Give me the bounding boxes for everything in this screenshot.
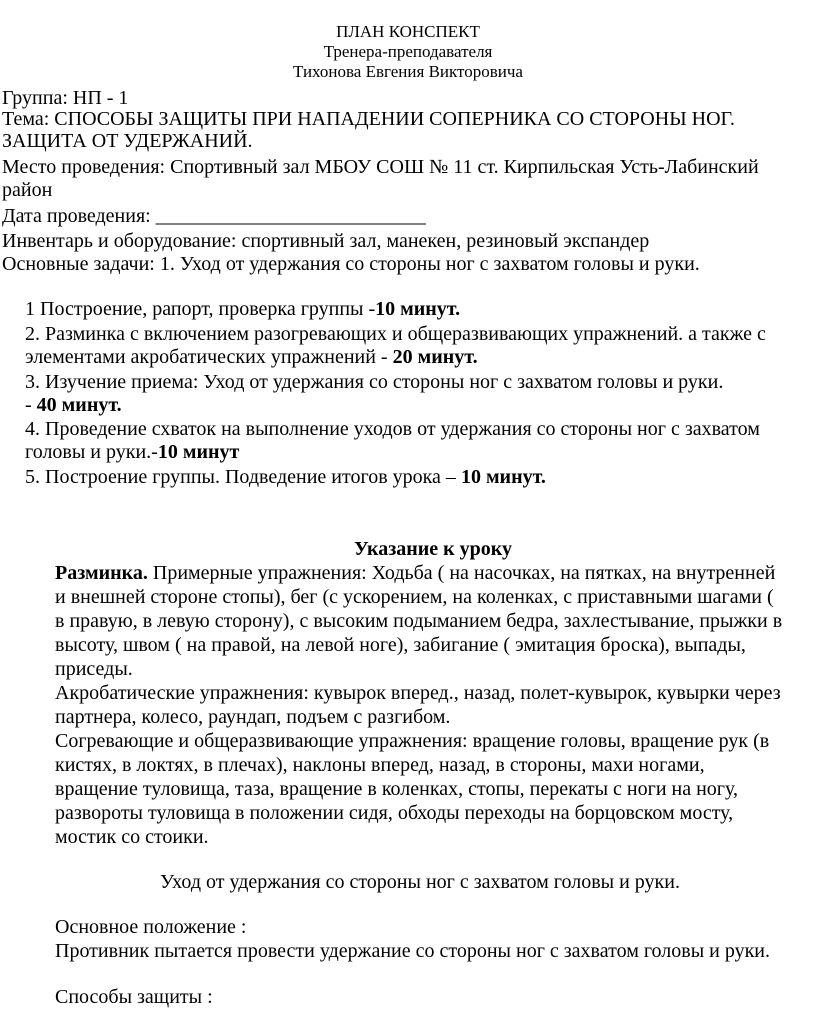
warmup-line-1 (55, 561, 775, 585)
place-line-1: Место проведения: Спортивный зал МБОУ СОШ № 11 ст. Кирпильская Усть-Лабинский (2, 156, 759, 178)
technique-title: Уход от удержания со стороны ног с захватом головы и руки. (160, 871, 680, 893)
doc-title: ПЛАН КОНСПЕКТ (336, 22, 480, 41)
plan-item-1-time: 10 минут. (375, 298, 461, 320)
plan-item-2-time: 20 минут. (392, 346, 478, 368)
warmup-label: Разминка. (55, 562, 148, 584)
general-line-3: вращение туловища, таза, вращение в коленках, стопы, перекаты с ноги на ногу, (55, 778, 739, 800)
tasks-line: Основные задачи: 1. Уход от удержания со стороны ног с захватом головы и руки. (2, 253, 700, 275)
acro-line-2: партнера, колесо, раундап, подъем с разгибом. (55, 706, 451, 728)
general-line-1: Согревающие и общеразвивающие упражнения: вращение головы, вращение рук (в (55, 730, 770, 752)
plan-item-2-text: элементами акробатических упражнений - (25, 346, 393, 368)
warmup-line-5: приседы. (55, 658, 133, 680)
warmup-line-3: в правую, в левую сторону), с высоким подыманием бедра, захлестывание, прыжки в (55, 610, 783, 632)
defense-label: Способы защиты : (55, 986, 213, 1008)
warmup-text-1: Примерные упражнения: Ходьба ( на насочках, на пятках, на внутренней (147, 562, 776, 584)
plan-item-4-time: 10 минут (157, 441, 240, 463)
plan-item-5-text: 5. Построение группы. Подведение итогов урока – (25, 466, 461, 488)
acro-line-1: Акробатические упражнения: кувырок вперед., назад, полет-кувырок, кувырки через (55, 682, 781, 704)
general-line-2: кистях, в локтях, в плечах), наклоны вперед, назад, в стороны, махи ногами, (55, 754, 705, 776)
group-line: Группа: НП - 1 (2, 87, 129, 109)
plan-item-4-line-1: 4. Проведение схваток на выполнение уходов от удержания со стороны ног с захватом (25, 418, 760, 440)
plan-item-1-text: 1 Построение, рапорт, проверка группы - (25, 298, 376, 320)
plan-item-5-time: 10 минут. (460, 466, 546, 488)
theme-line-1: Тема: СПОСОБЫ ЗАЩИТЫ ПРИ НАПАДЕНИИ СОПЕРНИКА СО СТОРОНЫ НОГ. (2, 108, 735, 130)
place-line-2: район (2, 179, 53, 201)
plan-item-2-line-1: 2. Разминка с включением разогревающих и общеразвивающих упражнений. а также с (25, 323, 766, 345)
plan-item-5 (25, 465, 546, 489)
doc-author: Тихонова Евгения Викторовича (293, 62, 523, 81)
position-text: Противник пытается провести удержание со стороны ног с захватом головы и руки. (55, 940, 771, 962)
plan-item-1 (25, 297, 460, 321)
doc-subtitle: Тренера-преподавателя (323, 42, 493, 61)
equipment-line: Инвентарь и оборудование: спортивный зал, манекен, резиновый экспандер (2, 230, 650, 252)
plan-item-3-line-2 (25, 393, 122, 417)
position-label: Основное положение : (55, 916, 247, 938)
warmup-line-2: и внешней стороне стопы), бег (с ускорением, на коленках, с приставными шагами ( (55, 586, 774, 608)
plan-item-4-line-2 (25, 440, 239, 464)
plan-item-4-text: головы и руки.- (25, 441, 158, 463)
instructions-heading: Указание к уроку (353, 538, 513, 560)
warmup-line-4: высоту, швом ( на правой, на левой ноге), забигание ( эмитация броска), выпады, (55, 634, 746, 656)
general-line-4: развороты туловища в положении сидя, обходы переходы на борцовском мосту, (55, 802, 734, 824)
plan-item-2-line-2 (25, 345, 478, 369)
general-line-5: мостик со стоики. (55, 826, 209, 848)
plan-item-3-line-1: 3. Изучение приема: Уход от удержания со стороны ног с захватом головы и руки. (25, 371, 724, 393)
date-line: Дата проведения: ___________________________ (2, 205, 426, 227)
plan-item-3-time: 40 минут. (36, 394, 122, 416)
plan-item-3-prefix: - (25, 394, 37, 416)
theme-line-2: ЗАЩИТА ОТ УДЕРЖАНИЙ. (2, 130, 253, 152)
